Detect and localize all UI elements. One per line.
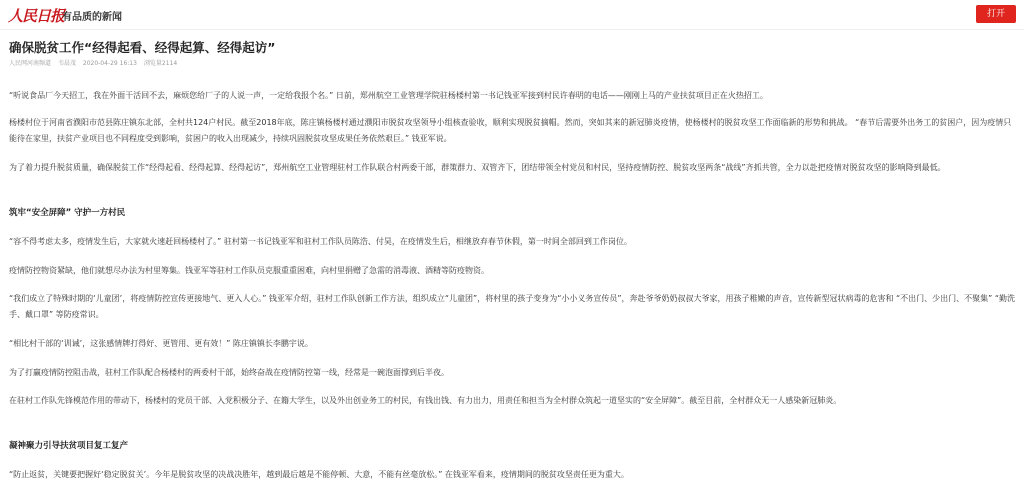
open-app-button[interactable]: 打开 [976, 5, 1016, 23]
publish-time: 2020-04-29 16:13 [82, 60, 137, 67]
view-count: 浏览量2114 [143, 60, 178, 67]
article-meta [9, 58, 182, 67]
slogan: 有品质的新闻 [62, 12, 122, 23]
article-title: 确保脱贫工作“经得起看、经得起算、经得起访” [9, 40, 276, 56]
paragraph: 疫情防控物资紧缺，他们就想尽办法为村里筹集。钱亚军等驻村工作队员克服重重困难，向村里捐赠了急需的消毒液、酒精等防疫物资。 [9, 266, 489, 275]
section-subheading: 筑牢“安全屏障” 守护一方村民 [9, 208, 126, 218]
author-label: 韦晨茂 [57, 60, 76, 67]
paragraph: “容不得考虑太多，疫情发生后，大家就火速赶回杨楼村了。” 驻村第一书记钱亚军和驻村工作队员陈浩、付昊，在疫情发生后，相继放弃春节休假，第一时间全部回到工作岗位。 [9, 237, 632, 246]
paragraph: “防止返贫，关键要把握好‘稳定脱贫关’。今年是脱贫攻坚的决战决胜年，越到最后越是不能停顿、大意，不能有丝毫放松。” 在钱亚军看来，疫情期间的脱贫攻坚责任更为重大。 [9, 470, 629, 479]
top-bar [0, 0, 1024, 30]
section-subheading: 凝神聚力引导扶贫项目复工复产 [9, 441, 129, 451]
paragraph: “听说食品厂今天招工，我在外面干活回不去，麻烦您给厂子的人说一声，一定给我报个名。” 日前，郑州航空工业管理学院驻杨楼村第一书记钱亚军接到村民许春明的电话——刚刚上马的产业扶贫项目正在火热招工。 [9, 91, 768, 100]
paragraph: 在驻村工作队先锋模范作用的带动下，杨楼村的党员干部、入党积极分子、在籍大学生，以及外出创业务工的村民，有钱出钱、有力出力，用责任和担当为全村群众筑起一道坚实的“安全屏障”。截至目前，全村群众无一人感染新冠肺炎。 [9, 396, 842, 405]
paragraph: 为了着力提升脱贫质量，确保脱贫工作“经得起看、经得起算、经得起访”，郑州航空工业管理驻村工作队联合村两委干部，群策群力、双管齐下，团结带领全村党员和村民，坚持疫情防控、脱贫攻坚两条“战线”齐抓共管，全力以赴把疫情对脱贫攻坚的影响降到最低。 [9, 163, 946, 172]
paragraph: 为了打赢疫情防控阻击战，驻村工作队配合杨楼村的两委村干部，始终奋战在疫情防控第一线，经常是一碗泡面撑到后半夜。 [9, 368, 449, 377]
people-daily-logo[interactable]: 人民日报 [8, 7, 65, 25]
paragraph: 杨楼村位于河南省濮阳市范县陈庄镇东北部，全村共124户村民。截至2018年底，陈庄镇杨楼村通过濮阳市脱贫攻坚领导小组核查验收，顺利实现脱贫摘帽。然而，突如其来的新冠肺炎疫情，使杨楼村的脱贫攻坚工作面临新的形势和挑战。 “春节后需要外出务工的贫困户，因为疫情只能待在家里，扶贫产业项目也不同程度受到影响，贫困户的收入出现减少，持续巩固脱贫攻坚成果任务依然艰巨。” 钱亚军说。 [9, 118, 1012, 143]
paragraph: “我们成立了特殊时期的‘儿童团’，将疫情防控宣传更接地气、更入人心。” 钱亚军介绍，驻村工作队创新工作方法，组织成立“儿童团”，将村里的孩子变身为“小小义务宣传员”，奔赴爷爷奶奶叔叔大爷家，用孩子稚嫩的声音，宣传新型冠状病毒的危害和 “不出门、少出门、不聚集” “勤洗手、戴口罩” 等防疫常识。 [9, 294, 1016, 319]
paragraph: “相比村干部的‘训诫’，这张感情牌打得好、更管用、更有效！” 陈庄镇镇长李鹏宇说。 [9, 339, 313, 348]
source-label[interactable]: 人民网河南频道 [9, 60, 52, 67]
